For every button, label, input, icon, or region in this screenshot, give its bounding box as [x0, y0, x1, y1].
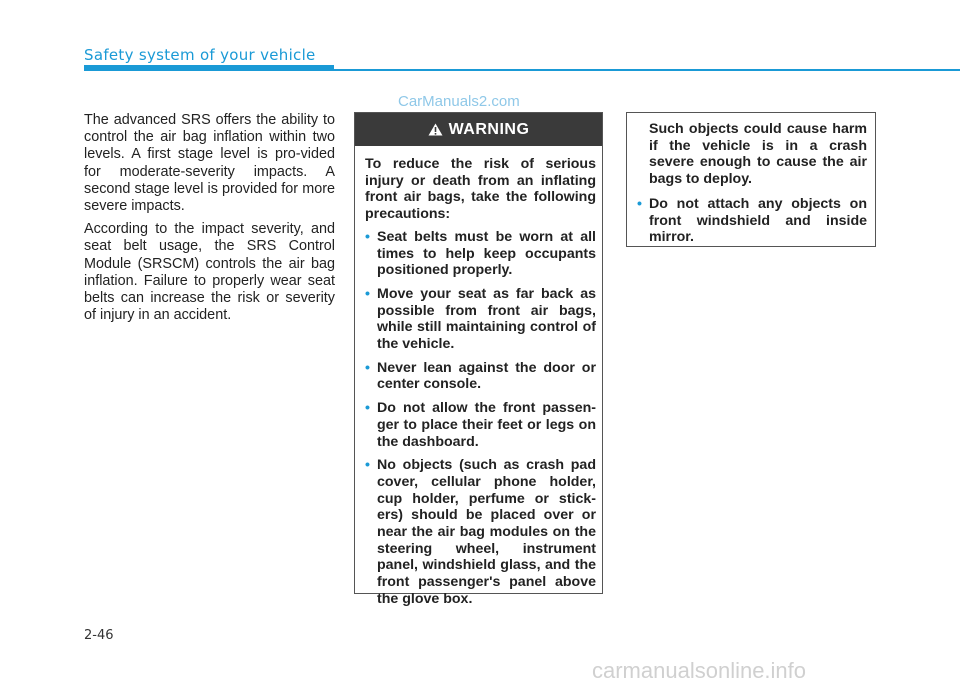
list-item: • Seat belts must be worn at all times to help keep occupants positioned properly. [365, 228, 596, 279]
continued-bullet-list [637, 196, 867, 246]
bullet-text: No objects (such as crash pad cover, cellular phone holder, cup holder, perfume or stick-ers) should be placed over or near the air bag modules on the steering wheel, instrument panel, windshield glass, and the front passenger's panel above the glove box. [377, 457, 596, 607]
section-title: Safety system of your vehicle [84, 46, 316, 64]
warning-intro: To reduce the risk of serious injury or death from an inflating front air bags, take the following precautions: [365, 156, 596, 223]
header-accent-bar [84, 65, 334, 71]
watermark-top: CarManuals2.com [398, 93, 520, 110]
warning-box [354, 112, 603, 607]
warning-continued-box [626, 112, 876, 247]
warning-content [355, 146, 602, 608]
bullet-text: Do not attach any objects on front windshield and inside mirror. [649, 195, 867, 246]
bullet-text: Move your seat as far back as possible from front air bags, while still maintaining control of the vehicle. [377, 285, 596, 353]
bullet-text: Never lean against the door or center console. [377, 359, 596, 393]
bullet-text: Seat belts must be worn at all times to help keep occupants positioned properly. [377, 228, 596, 279]
body-paragraph: The advanced SRS offers the ability to control the air bag inflation within two levels. A first stage level is pro-vided for moderate-severity impacts. A second stage level is provided for more severe impacts. [84, 112, 335, 215]
watermark-bottom: carmanualsonline.info [592, 658, 807, 683]
header-rule [334, 69, 960, 71]
warning-header [355, 113, 602, 146]
body-paragraph: According to the impact severity, and seat belt usage, the SRS Control Module (SRSCM) controls the air bag inflation. Failure to properly wear seat belts can increase the risk or severity of injury in an accident. [84, 221, 335, 324]
bullet-text: Do not allow the front passen-ger to place their feet or legs on the dashboard. [377, 400, 596, 450]
list-item: • Do not allow the front passen-ger to place their feet or legs on the dashboard. [365, 400, 596, 450]
page-number: 2-46 [84, 628, 114, 643]
list-item: • No objects (such as crash pad cover, cellular phone holder, cup holder, perfume or stick-ers) should be placed over or near the air bag modules on the steering wheel, instrument panel, windshield glass, and the front passenger's panel above the glove box. [365, 457, 596, 607]
list-item: • Move your seat as far back as possible from front air bags, while still maintaining control of the vehicle. [365, 285, 596, 353]
body-text-column [84, 112, 335, 330]
warning-bullet-list [365, 229, 596, 608]
warning-title: WARNING [448, 120, 530, 138]
list-item: • Do not attach any objects on front windshield and inside mirror. [637, 195, 867, 246]
list-item: • Never lean against the door or center console. [365, 359, 596, 393]
continuation-text: Such objects could cause harm if the vehicle is in a crash severe enough to cause the air bags to deploy. [649, 121, 867, 188]
warning-triangle-icon [428, 123, 443, 136]
